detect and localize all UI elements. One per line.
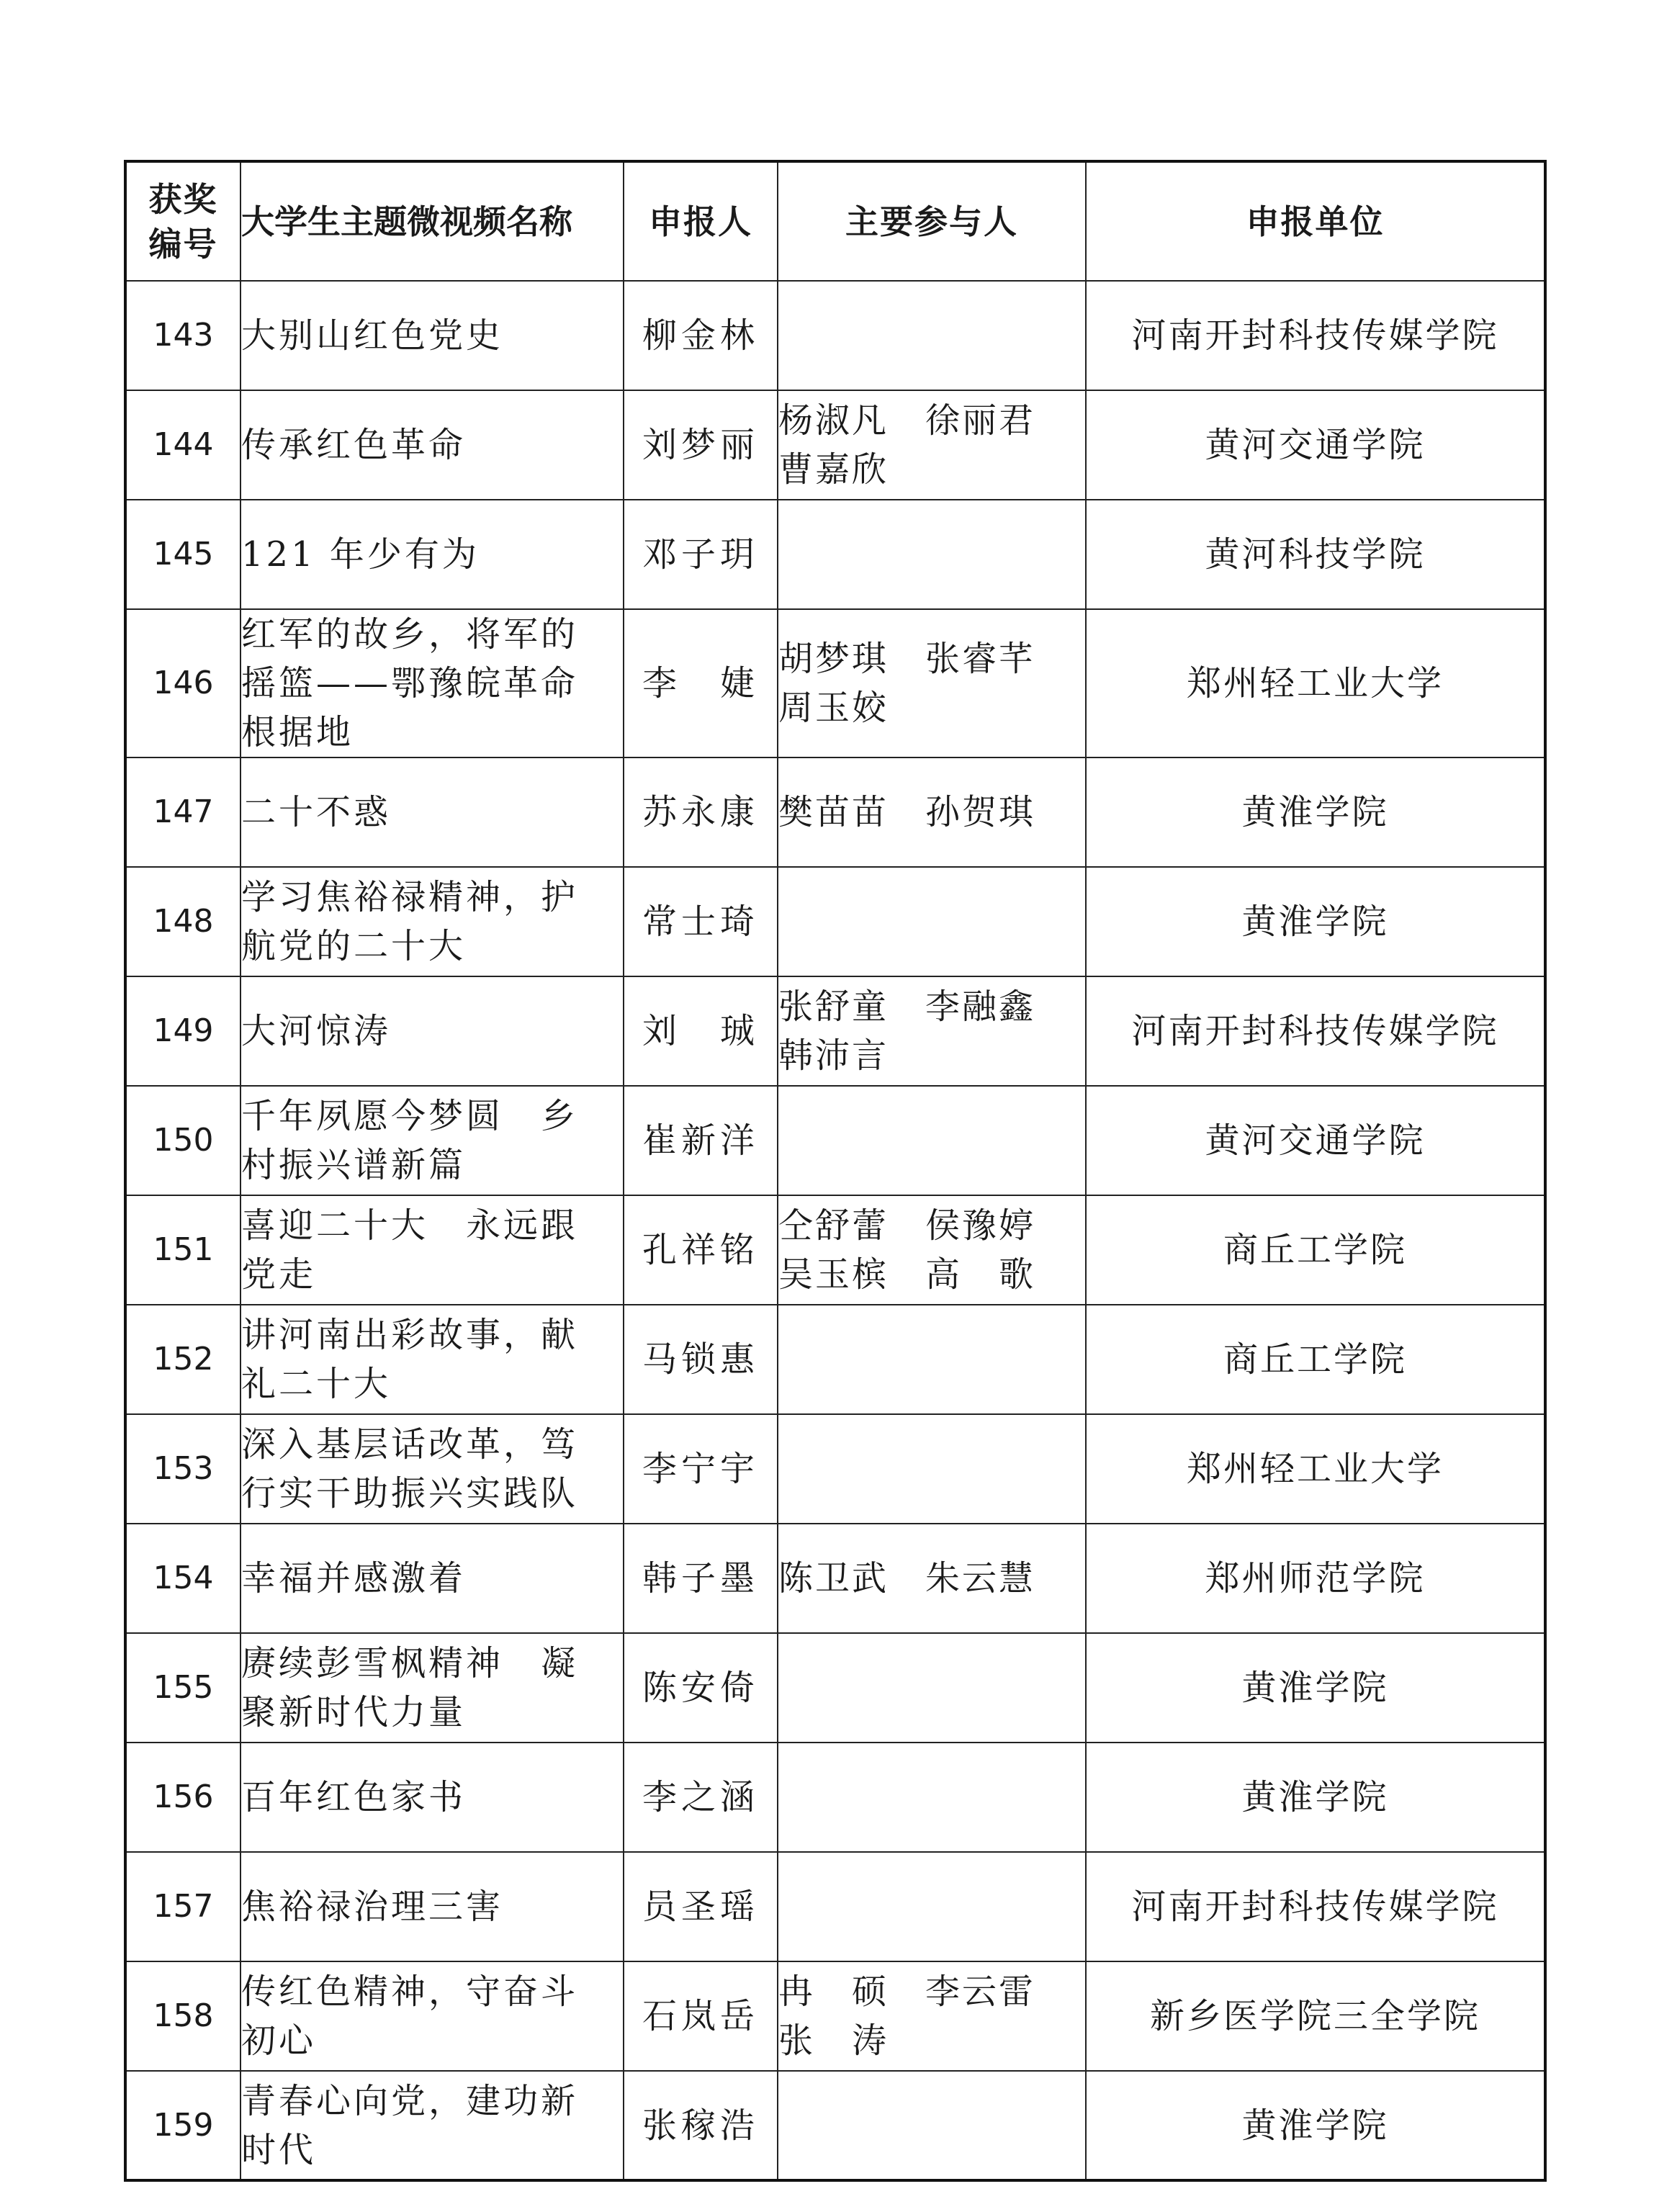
- header-number-line: 编号: [148, 224, 218, 264]
- table-row: [125, 2071, 1545, 2180]
- main-participants: [778, 2071, 1086, 2180]
- main-participants: [778, 1305, 1086, 1414]
- video-title-line: 深入基层话改革，笃: [241, 1424, 579, 1465]
- main-participants: [778, 1086, 1086, 1195]
- video-title-line: 百年红色家书: [241, 1777, 467, 1817]
- applying-unit: 郑州轻工业大学: [1086, 609, 1545, 757]
- participants-line: 韩沛言: [778, 1035, 889, 1076]
- award-number: 148: [125, 867, 240, 976]
- participants-line: 胡梦琪 张睿芊: [778, 639, 1036, 679]
- header-applicant: 申报人: [624, 161, 778, 281]
- applicant-name: 石岚岳: [624, 1961, 778, 2071]
- video-title: [240, 757, 624, 867]
- applicant-name: 常士琦: [624, 867, 778, 976]
- video-title-line: 喜迎二十大 永远跟: [241, 1205, 579, 1246]
- main-participants: [778, 390, 1086, 500]
- video-title-line: 村振兴谱新篇: [241, 1145, 467, 1185]
- applying-unit: 河南开封科技传媒学院: [1086, 976, 1545, 1086]
- participants-line: 冉 硕 李云雷: [778, 1972, 1036, 2012]
- participants-line: 张 涛: [778, 2020, 889, 2061]
- table-row: [125, 1305, 1545, 1414]
- award-number: 150: [125, 1086, 240, 1195]
- main-participants: [778, 757, 1086, 867]
- participants-line: 杨淑凡 徐丽君: [778, 400, 1036, 441]
- video-title-line: 幸福并感激着: [241, 1558, 467, 1599]
- video-title: [240, 1195, 624, 1305]
- video-title-line: 千年夙愿今梦圆 乡: [241, 1096, 579, 1136]
- main-participants: [778, 1414, 1086, 1524]
- video-title: [240, 609, 624, 757]
- video-title-line: 学习焦裕禄精神，护: [241, 877, 579, 917]
- applicant-name: 张稼浩: [624, 2071, 778, 2180]
- video-title-line: 礼二十大: [241, 1364, 392, 1404]
- award-number: 145: [125, 500, 240, 609]
- participants-line: 仝舒蕾 侯豫婷: [778, 1205, 1036, 1246]
- applicant-name: 马锁惠: [624, 1305, 778, 1414]
- main-participants: [778, 1633, 1086, 1743]
- video-title-line: 121 年少有为: [241, 534, 480, 575]
- header-participants: 主要参与人: [778, 161, 1086, 281]
- applying-unit: 商丘工学院: [1086, 1305, 1545, 1414]
- main-participants: [778, 1195, 1086, 1305]
- applying-unit: 黄河交通学院: [1086, 1086, 1545, 1195]
- header-number: [125, 161, 240, 281]
- applicant-name: 陈安倚: [624, 1633, 778, 1743]
- award-number: 153: [125, 1414, 240, 1524]
- award-number: 154: [125, 1524, 240, 1633]
- applicant-name: 苏永康: [624, 757, 778, 867]
- table-header-row: [125, 161, 1545, 281]
- video-title: [240, 1414, 624, 1524]
- award-number: 152: [125, 1305, 240, 1414]
- video-title-line: 传红色精神，守奋斗: [241, 1972, 579, 2012]
- video-title-line: 摇篮——鄂豫皖革命: [241, 663, 579, 703]
- video-title-line: 青春心向党，建功新: [241, 2080, 579, 2121]
- applicant-name: 李 婕: [624, 609, 778, 757]
- table-row: [125, 867, 1545, 976]
- main-participants: [778, 500, 1086, 609]
- video-title-line: 时代: [241, 2129, 317, 2170]
- video-title-line: 二十不惑: [241, 792, 392, 832]
- table-row: [125, 757, 1545, 867]
- award-number: 149: [125, 976, 240, 1086]
- applicant-name: 刘 珹: [624, 976, 778, 1086]
- video-title-line: 根据地: [241, 712, 354, 752]
- applicant-name: 孔祥铭: [624, 1195, 778, 1305]
- video-title: [240, 2071, 624, 2180]
- applying-unit: 郑州轻工业大学: [1086, 1414, 1545, 1524]
- header-unit: 申报单位: [1086, 161, 1545, 281]
- applicant-name: 李之涵: [624, 1743, 778, 1852]
- main-participants: [778, 1524, 1086, 1633]
- video-title-line: 焦裕禄治理三害: [241, 1887, 504, 1927]
- main-participants: [778, 976, 1086, 1086]
- applicant-name: 员圣瑶: [624, 1852, 778, 1961]
- applying-unit: 商丘工学院: [1086, 1195, 1545, 1305]
- table-row: [125, 1743, 1545, 1852]
- participants-line: 曹嘉欣: [778, 449, 889, 490]
- video-title: [240, 867, 624, 976]
- video-title: [240, 1524, 624, 1633]
- award-number: 158: [125, 1961, 240, 2071]
- applying-unit: 黄淮学院: [1086, 867, 1545, 976]
- video-title-line: 传承红色革命: [241, 425, 467, 465]
- video-title-line: 赓续彭雪枫精神 凝: [241, 1643, 579, 1683]
- applying-unit: 河南开封科技传媒学院: [1086, 281, 1545, 390]
- applicant-name: 韩子墨: [624, 1524, 778, 1633]
- video-title: [240, 1086, 624, 1195]
- video-title: [240, 390, 624, 500]
- table-row: [125, 281, 1545, 390]
- participants-line: 吴玉槟 高 歌: [778, 1254, 1036, 1295]
- video-title: [240, 1961, 624, 2071]
- applicant-name: 邓子玥: [624, 500, 778, 609]
- video-title-line: 聚新时代力量: [241, 1692, 467, 1732]
- table-row: [125, 976, 1545, 1086]
- participants-line: 张舒童 李融鑫: [778, 986, 1036, 1027]
- video-title-line: 大别山红色党史: [241, 315, 504, 356]
- main-participants: [778, 609, 1086, 757]
- participants-line: 樊苗苗 孙贺琪: [778, 792, 1036, 832]
- video-title: [240, 1852, 624, 1961]
- video-title-line: 航党的二十大: [241, 926, 467, 966]
- award-number: 146: [125, 609, 240, 757]
- awards-table: [124, 160, 1547, 2182]
- table-row: [125, 1633, 1545, 1743]
- table-row: [125, 1524, 1545, 1633]
- table-row: [125, 500, 1545, 609]
- award-number: 156: [125, 1743, 240, 1852]
- video-title: [240, 1305, 624, 1414]
- award-number: 143: [125, 281, 240, 390]
- table-body: [125, 281, 1545, 2180]
- video-title: [240, 1743, 624, 1852]
- main-participants: [778, 1961, 1086, 2071]
- applying-unit: 黄淮学院: [1086, 1743, 1545, 1852]
- table-row: [125, 1961, 1545, 2071]
- video-title-line: 党走: [241, 1254, 317, 1295]
- applying-unit: 郑州师范学院: [1086, 1524, 1545, 1633]
- video-title: [240, 281, 624, 390]
- main-participants: [778, 1743, 1086, 1852]
- award-number: 144: [125, 390, 240, 500]
- participants-line: 周玉姣: [778, 688, 889, 728]
- award-number: 159: [125, 2071, 240, 2180]
- video-title-line: 初心: [241, 2020, 317, 2061]
- award-number: 151: [125, 1195, 240, 1305]
- applicant-name: 崔新洋: [624, 1086, 778, 1195]
- applying-unit: 黄淮学院: [1086, 2071, 1545, 2180]
- main-participants: [778, 281, 1086, 390]
- applicant-name: 柳金林: [624, 281, 778, 390]
- award-number: 147: [125, 757, 240, 867]
- video-title-line: 红军的故乡，将军的: [241, 614, 579, 655]
- video-title: [240, 1633, 624, 1743]
- applying-unit: 黄河交通学院: [1086, 390, 1545, 500]
- award-number: 155: [125, 1633, 240, 1743]
- main-participants: [778, 1852, 1086, 1961]
- table-row: [125, 609, 1545, 757]
- table-row: [125, 1414, 1545, 1524]
- header-number-line: 获奖: [148, 179, 218, 219]
- applicant-name: 刘梦丽: [624, 390, 778, 500]
- applying-unit: 黄淮学院: [1086, 1633, 1545, 1743]
- applying-unit: 黄河科技学院: [1086, 500, 1545, 609]
- header-title: 大学生主题微视频名称: [240, 161, 624, 281]
- table-row: [125, 1195, 1545, 1305]
- participants-line: 陈卫武 朱云慧: [778, 1558, 1036, 1599]
- table-row: [125, 1086, 1545, 1195]
- video-title: [240, 976, 624, 1086]
- video-title-line: 行实干助振兴实践队: [241, 1473, 579, 1514]
- applying-unit: 河南开封科技传媒学院: [1086, 1852, 1545, 1961]
- applicant-name: 李宁宇: [624, 1414, 778, 1524]
- award-number: 157: [125, 1852, 240, 1961]
- main-participants: [778, 867, 1086, 976]
- table-row: [125, 1852, 1545, 1961]
- table-row: [125, 390, 1545, 500]
- applying-unit: 新乡医学院三全学院: [1086, 1961, 1545, 2071]
- video-title-line: 讲河南出彩故事，献: [241, 1315, 579, 1355]
- applying-unit: 黄淮学院: [1086, 757, 1545, 867]
- video-title-line: 大河惊涛: [241, 1011, 392, 1051]
- video-title: [240, 500, 624, 609]
